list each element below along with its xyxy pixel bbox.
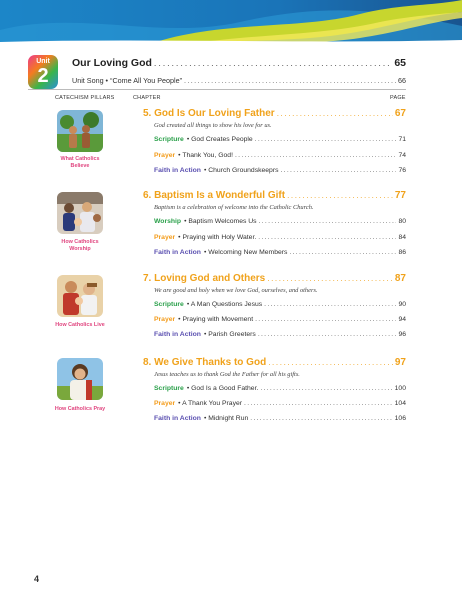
leader-dots: [289, 249, 396, 256]
pillar-label: How Catholics Pray: [54, 406, 106, 412]
lesson-row[interactable]: [154, 136, 406, 143]
lesson-row[interactable]: [154, 301, 406, 308]
lesson-row[interactable]: [154, 234, 406, 241]
pillar-label: How Catholics Worship: [61, 239, 99, 252]
chapter-subtitle: God created all things to show his love for us.: [154, 122, 272, 129]
pillar-label: What Catholics Believe: [60, 156, 100, 169]
divider: [28, 89, 406, 90]
unit-badge: [28, 55, 58, 89]
leader-dots: [244, 400, 393, 407]
lesson-type: Prayer: [154, 234, 176, 241]
chapter-page: 67: [394, 108, 406, 119]
lesson-type: Worship: [154, 218, 182, 225]
lesson-row[interactable]: [154, 316, 406, 323]
unit-title: Our Loving God: [72, 57, 152, 69]
leader-dots: [235, 152, 396, 159]
leader-dots: [267, 274, 393, 283]
lesson-title: • Praying with Holy Water.: [178, 234, 257, 241]
lesson-row[interactable]: [154, 331, 406, 338]
lesson-type: Scripture: [154, 136, 184, 143]
lesson-title: • Praying with Movement: [178, 316, 254, 323]
leader-dots: [154, 58, 392, 68]
lesson-title: • Church Groundskeeprs: [203, 167, 279, 174]
pillar-label: How Catholics Live: [55, 322, 105, 328]
unit-title-row[interactable]: [72, 57, 406, 69]
leader-dots: [281, 167, 397, 174]
lesson-type: Scripture: [154, 385, 184, 392]
lesson-page: 106: [394, 415, 406, 422]
lesson-page: 100: [394, 385, 406, 392]
lesson-page: 80: [398, 218, 406, 225]
unit-badge-number: 2: [37, 65, 49, 87]
unit-title-page: 65: [394, 57, 406, 69]
header-banner: [0, 0, 462, 44]
lesson-row[interactable]: [154, 218, 406, 225]
chapter-5-illustration: [57, 110, 103, 152]
lesson-type: Prayer: [154, 400, 176, 407]
leader-dots: [287, 191, 393, 200]
lesson-title: • Welcoming New Members: [203, 249, 288, 256]
chapter-7-illustration: [57, 275, 103, 317]
lesson-row[interactable]: [154, 152, 406, 159]
leader-dots: [250, 415, 392, 422]
chapter-page: 97: [394, 357, 406, 368]
lesson-page: 84: [398, 234, 406, 241]
lesson-type: Prayer: [154, 152, 176, 159]
unit-song-page: 66: [398, 76, 406, 85]
chapter-page: 77: [394, 190, 406, 201]
chapter-subtitle: Jesus teaches us to thank God the Father for all his gifts.: [154, 371, 300, 378]
lesson-type: Prayer: [154, 316, 176, 323]
lesson-page: 90: [398, 301, 406, 308]
lesson-page: 71: [398, 136, 406, 143]
lesson-type: Faith in Action: [154, 415, 201, 422]
leader-dots: [277, 109, 393, 118]
lesson-page: 74: [398, 152, 406, 159]
column-header-pillars: CATECHISM PILLARS: [55, 95, 115, 101]
leader-dots: [259, 218, 397, 225]
leader-dots: [258, 331, 397, 338]
page-number: 4: [34, 574, 40, 584]
chapter-title: 5. God Is Our Loving Father: [143, 108, 275, 119]
chapter-title: 6. Baptism Is a Wonderful Gift: [143, 190, 286, 201]
chapter-title-row[interactable]: [143, 190, 406, 201]
chapter-title-row[interactable]: [143, 273, 406, 284]
chapter-title: 8. We Give Thanks to God: [143, 357, 267, 368]
lesson-title: • Midnight Run: [203, 415, 249, 422]
lesson-page: 86: [398, 249, 406, 256]
lesson-row[interactable]: [154, 400, 406, 407]
lesson-type: Faith in Action: [154, 167, 201, 174]
lesson-type: Scripture: [154, 301, 184, 308]
unit-song: Unit Song • “Come All You People”: [72, 76, 182, 85]
chapter-subtitle: We are good and holy when we love God, ourselves, and others.: [154, 287, 318, 294]
chapter-8-illustration: [57, 358, 103, 400]
unit-badge-label: Unit: [36, 58, 50, 65]
lesson-row[interactable]: [154, 385, 406, 392]
column-header-chapter: CHAPTER: [133, 95, 161, 101]
lesson-row[interactable]: [154, 249, 406, 256]
lesson-title: • A Thank You Prayer: [178, 400, 243, 407]
leader-dots: [184, 76, 396, 85]
lesson-page: 104: [394, 400, 406, 407]
lesson-row[interactable]: [154, 415, 406, 422]
leader-dots: [255, 136, 397, 143]
lesson-type: Faith in Action: [154, 331, 201, 338]
lesson-page: 76: [398, 167, 406, 174]
lesson-page: 94: [398, 316, 406, 323]
chapter-page: 87: [394, 273, 406, 284]
chapter-title-row[interactable]: [143, 357, 406, 368]
chapter-subtitle: Baptism is a celebration of welcome into the Catholic Church.: [154, 204, 314, 211]
leader-dots: [255, 316, 396, 323]
chapter-title: 7. Loving God and Others: [143, 273, 266, 284]
chapter-title-row[interactable]: [143, 108, 406, 119]
lesson-row[interactable]: [154, 167, 406, 174]
lesson-title: • Baptism Welcomes Us: [184, 218, 257, 225]
leader-dots: [258, 234, 396, 241]
lesson-page: 96: [398, 331, 406, 338]
lesson-title: • God Creates People: [186, 136, 253, 143]
lesson-title: • Thank You, God!: [178, 152, 233, 159]
unit-song-row[interactable]: [72, 76, 406, 85]
leader-dots: [268, 358, 393, 367]
lesson-title: • God Is a Good Father.: [186, 385, 259, 392]
column-header-page: PAGE: [390, 95, 406, 101]
leader-dots: [260, 385, 392, 392]
lesson-title: • Parish Greeters: [203, 331, 256, 338]
lesson-title: • A Man Questions Jesus: [186, 301, 263, 308]
leader-dots: [264, 301, 396, 308]
chapter-6-illustration: [57, 192, 103, 234]
lesson-type: Faith in Action: [154, 249, 201, 256]
